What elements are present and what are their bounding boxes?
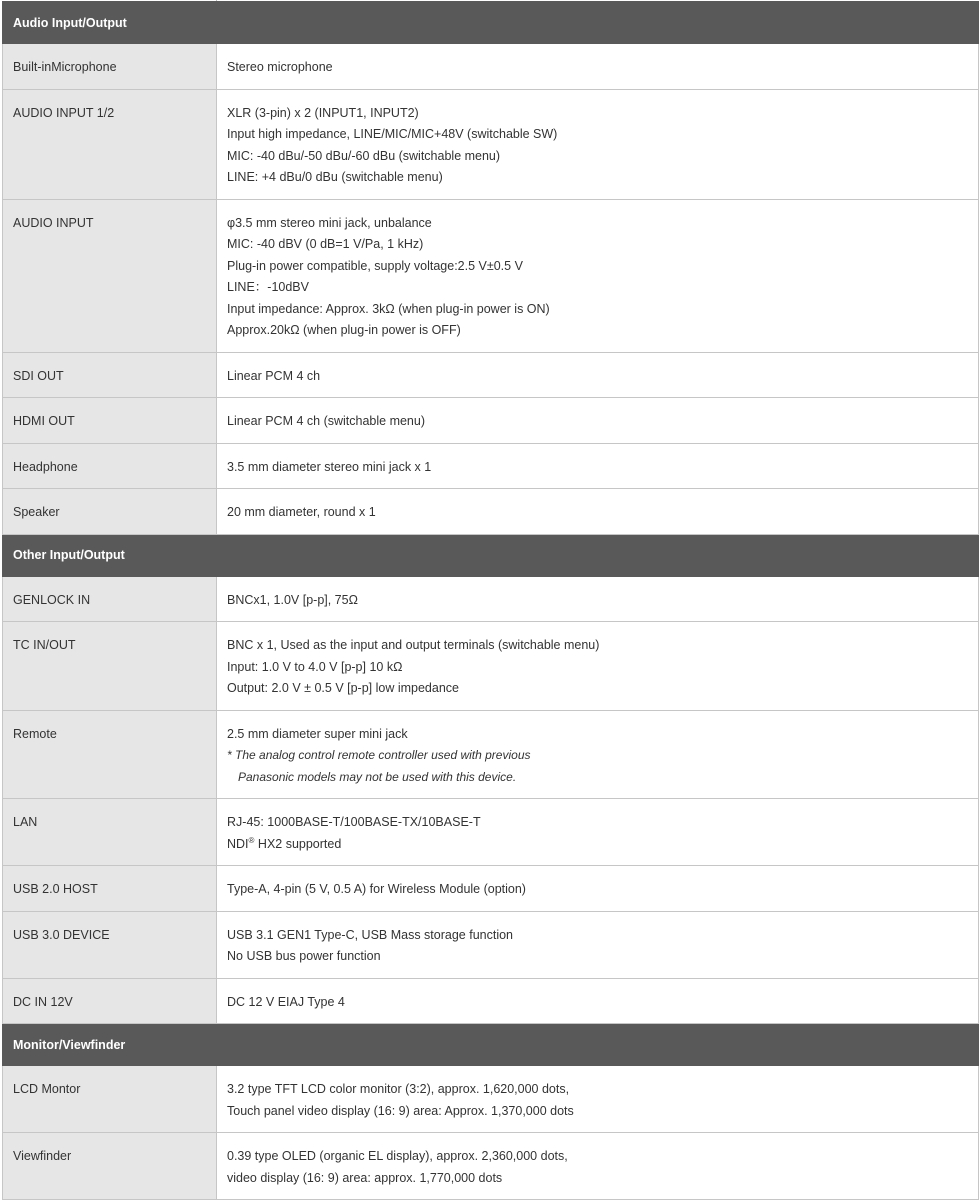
value-line: No USB bus power function [227,949,381,963]
row-value [217,978,979,1024]
value-line [227,834,968,856]
value-line: Touch panel video display (16: 9) area: Approx. 1,370,000 dots [227,1103,574,1118]
value-line: USB 3.1 GEN1 Type-C, USB Mass storage function [227,927,514,942]
value-line: Input: 1.0 V to 4.0 V [p-p] 10 kΩ [227,659,403,674]
row-value [217,89,979,199]
value-line: LINE: +4 dBu/0 dBu (switchable menu) [227,170,443,184]
row-value [217,44,979,90]
value-line: BNC x 1, Used as the input and output terminals (switchable menu) [227,638,600,652]
row-value [217,489,979,535]
row-label: GENLOCK IN [3,576,217,622]
row-value [217,866,979,912]
row-value [217,710,979,799]
value-line: Input high impedance, LINE/MIC/MIC+48V (switchable SW) [227,127,558,141]
table-row [3,622,979,711]
value-line: 0.39 type OLED (organic EL display), approx. 2,360,000 dots, [227,1149,568,1163]
row-label: USB 2.0 HOST [3,866,217,912]
value-line: MIC: -40 dBV (0 dB=1 V/Pa, 1 kHz) [227,237,424,251]
value-line: 2.5 mm diameter super mini jack [227,726,408,741]
section-title: Other Input/Output [3,534,979,576]
value-line: Stereo microphone [227,60,333,74]
value-line: Linear PCM 4 ch [227,368,321,383]
row-label: AUDIO INPUT [3,199,217,352]
row-label: SDI OUT [3,352,217,398]
row-value [217,911,979,978]
table-row [3,576,979,622]
row-label: TC IN/OUT [3,622,217,711]
row-label: Speaker [3,489,217,535]
value-line: 20 mm diameter, round x 1 [227,505,376,519]
value-line: 3.2 type TFT LCD color monitor (3:2), approx. 1,620,000 dots, [227,1082,570,1096]
row-value [217,576,979,622]
row-value [217,199,979,352]
row-label: AUDIO INPUT 1/2 [3,89,217,199]
table-row [3,978,979,1024]
section-title: Audio Input/Output [3,2,979,44]
ndi-suffix: HX2 supported [254,836,342,851]
table-row [3,866,979,912]
value-line: RJ-45: 1000BASE-T/100BASE-TX/10BASE-T [227,815,481,829]
section-header-monitor [3,1024,979,1066]
value-line: Input impedance: Approx. 3kΩ (when plug-in power is ON) [227,301,550,316]
value-line: Linear PCM 4 ch (switchable menu) [227,414,425,428]
table-row [3,352,979,398]
row-value [217,1133,979,1200]
value-line: MIC: -40 dBu/-50 dBu/-60 dBu (switchable menu) [227,148,501,163]
row-value [217,622,979,711]
table-row [3,799,979,866]
table-row [3,398,979,444]
row-label: LCD Montor [3,1066,217,1133]
section-header-audio [3,2,979,44]
value-line: DC 12 V EIAJ Type 4 [227,994,345,1009]
value-line: XLR (3-pin) x 2 (INPUT1, INPUT2) [227,105,419,120]
row-value [217,398,979,444]
row-label: USB 3.0 DEVICE [3,911,217,978]
footnote-line: Panasonic models may not be used with this device. [238,769,517,784]
table-row [3,443,979,489]
row-label: Remote [3,710,217,799]
row-label: LAN [3,799,217,866]
table-row [3,710,979,799]
value-line: 3.5 mm diameter stereo mini jack x 1 [227,459,432,474]
table-row [3,89,979,199]
value-line: Plug-in power compatible, supply voltage:2.5 V±0.5 V [227,258,523,273]
spec-table [2,1,979,1200]
row-label: Viewfinder [3,1133,217,1200]
section-title: Monitor/Viewfinder [3,1024,979,1066]
row-label: HDMI OUT [3,398,217,444]
table-row [3,1066,979,1133]
value-line: φ3.5 mm stereo mini jack, unbalance [227,215,432,230]
section-header-other [3,534,979,576]
row-value [217,443,979,489]
table-row [3,911,979,978]
registered-mark: ® [248,835,255,845]
row-value [217,352,979,398]
value-line: BNCx1, 1.0V [p-p], 75Ω [227,592,358,607]
row-label: DC IN 12V [3,978,217,1024]
row-value [217,1066,979,1133]
footnote-line: * The analog control remote controller used with previous [227,748,531,762]
table-row [3,1133,979,1200]
value-line: Approx.20kΩ (when plug-in power is OFF) [227,323,461,337]
value-line: Output: 2.0 V ± 0.5 V [p-p] low impedance [227,681,459,695]
table-row [3,199,979,352]
row-label: Built-inMicrophone [3,44,217,90]
value-line: video display (16: 9) area: approx. 1,770,000 dots [227,1170,503,1185]
row-value [217,799,979,866]
table-row [3,489,979,535]
value-line: Type-A, 4-pin (5 V, 0.5 A) for Wireless Module (option) [227,882,526,896]
value-line: LINE：-10dBV [227,280,309,294]
row-label: Headphone [3,443,217,489]
table-row [3,44,979,90]
ndi-text: NDI [227,836,249,851]
